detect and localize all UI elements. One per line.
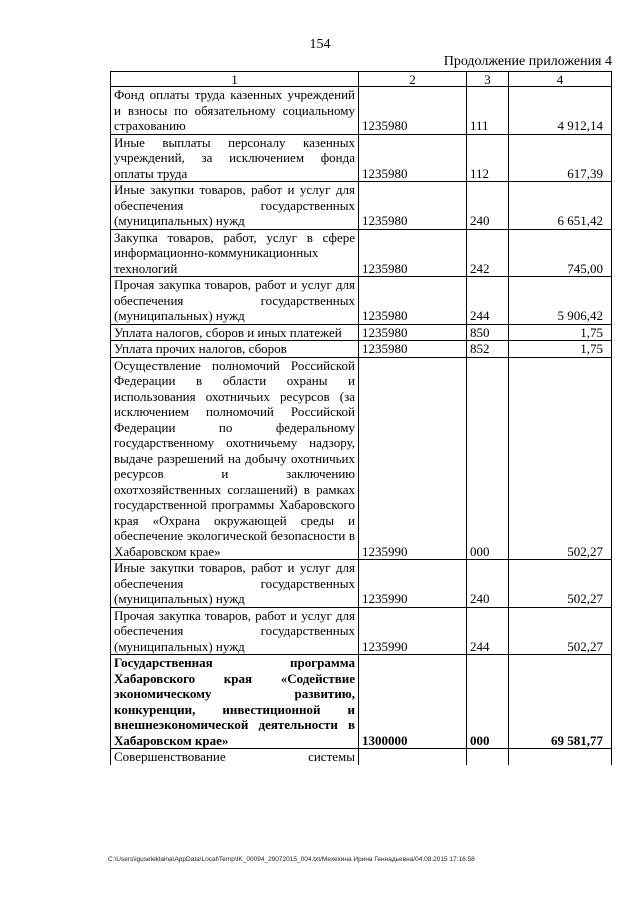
row-type: 112: [467, 134, 509, 182]
row-name: Государственная программа Хабаровского края «Содействие экономическому развитию, конкуренции, инвестиционной и внешнеэкономической деятельности в Хабаровском крае»: [111, 655, 359, 749]
table-row: [111, 357, 612, 560]
row-code: 1235990: [359, 607, 467, 655]
row-type: 000: [467, 357, 509, 560]
row-type: 240: [467, 182, 509, 230]
row-name: Совершенствование системы: [111, 749, 359, 765]
row-type: 244: [467, 277, 509, 325]
row-amount: [509, 749, 612, 765]
row-code: 1235980: [359, 229, 467, 277]
header-col-1: 1: [111, 72, 359, 87]
row-amount: 745,00: [509, 229, 612, 277]
row-amount: 502,27: [509, 357, 612, 560]
row-amount: 617,39: [509, 134, 612, 182]
row-code: 1300000: [359, 655, 467, 749]
table-row: [111, 324, 612, 341]
row-amount: 5 906,42: [509, 277, 612, 325]
table-row: [111, 229, 612, 277]
row-amount: 502,27: [509, 560, 612, 608]
table-row: [111, 341, 612, 358]
row-code: 1235990: [359, 560, 467, 608]
row-name: Осуществление полномочий Российской Федерации в области охраны и использования охотничьих ресурсов (за исключением полномочий Российской Федерации по федеральному государственному охотничьему надзору, выдаче разрешений на добычу охотничьих ресурсов и заключению охотхозяйственных соглашений) в рамках государственной программы Хабаровского края «Охрана окружающей среды и обеспечение экологической безопасности в Хабаровском крае»: [111, 357, 359, 560]
row-name: Прочая закупка товаров, работ и услуг для обеспечения государственных (муниципальных) нужд: [111, 607, 359, 655]
row-amount: 1,75: [509, 324, 612, 341]
row-name: Уплата налогов, сборов и иных платежей: [111, 324, 359, 341]
row-code: 1235980: [359, 324, 467, 341]
table-row: [111, 560, 612, 608]
row-name: Закупка товаров, работ, услуг в сфере информационно-коммуникационных технологий: [111, 229, 359, 277]
row-type: 852: [467, 341, 509, 358]
table-row: [111, 277, 612, 325]
header-col-2: 2: [359, 72, 467, 87]
row-name: Иные закупки товаров, работ и услуг для обеспечения государственных (муниципальных) нужд: [111, 560, 359, 608]
row-type: [467, 749, 509, 765]
row-type: 850: [467, 324, 509, 341]
row-code: 1235980: [359, 87, 467, 135]
budget-table: [110, 71, 612, 765]
table-row-program: [111, 655, 612, 749]
row-amount: 4 912,14: [509, 87, 612, 135]
row-type: 244: [467, 607, 509, 655]
row-code: 1235980: [359, 341, 467, 358]
row-type: 242: [467, 229, 509, 277]
row-type: 111: [467, 87, 509, 135]
table-row: [111, 749, 612, 765]
row-name: Иные закупки товаров, работ и услуг для обеспечения государственных (муниципальных) нужд: [111, 182, 359, 230]
row-amount: 69 581,77: [509, 655, 612, 749]
row-code: [359, 749, 467, 765]
row-amount: 502,27: [509, 607, 612, 655]
row-amount: 1,75: [509, 341, 612, 358]
row-code: 1235980: [359, 182, 467, 230]
continuation-label: Продолжение приложения 4: [443, 54, 612, 69]
row-code: 1235980: [359, 277, 467, 325]
row-name: Иные выплаты персоналу казенных учреждений, за исключением фонда оплаты труда: [111, 134, 359, 182]
table-row: [111, 87, 612, 135]
row-type: 240: [467, 560, 509, 608]
row-name: Фонд оплаты труда казенных учреждений и взносы по обязательному социальному страхованию: [111, 87, 359, 135]
row-code: 1235990: [359, 357, 467, 560]
table-header-row: [111, 72, 612, 87]
row-name: Уплата прочих налогов, сборов: [111, 341, 359, 358]
header-col-4: 4: [509, 72, 612, 87]
row-type: 000: [467, 655, 509, 749]
table-row: [111, 182, 612, 230]
table-row: [111, 134, 612, 182]
footer-file-path: C:\Users\iguseleklaina\AppData\Local\Temp\IK_00094_29072015_004.txt/Мехехина Ирина Геннадьевна/04.08.2015 17:16:58: [108, 856, 475, 863]
header-col-3: 3: [467, 72, 509, 87]
row-amount: 6 651,42: [509, 182, 612, 230]
row-code: 1235980: [359, 134, 467, 182]
row-name: Прочая закупка товаров, работ и услуг для обеспечения государственных (муниципальных) нужд: [111, 277, 359, 325]
table-row: [111, 607, 612, 655]
page-number: 154: [309, 37, 331, 52]
